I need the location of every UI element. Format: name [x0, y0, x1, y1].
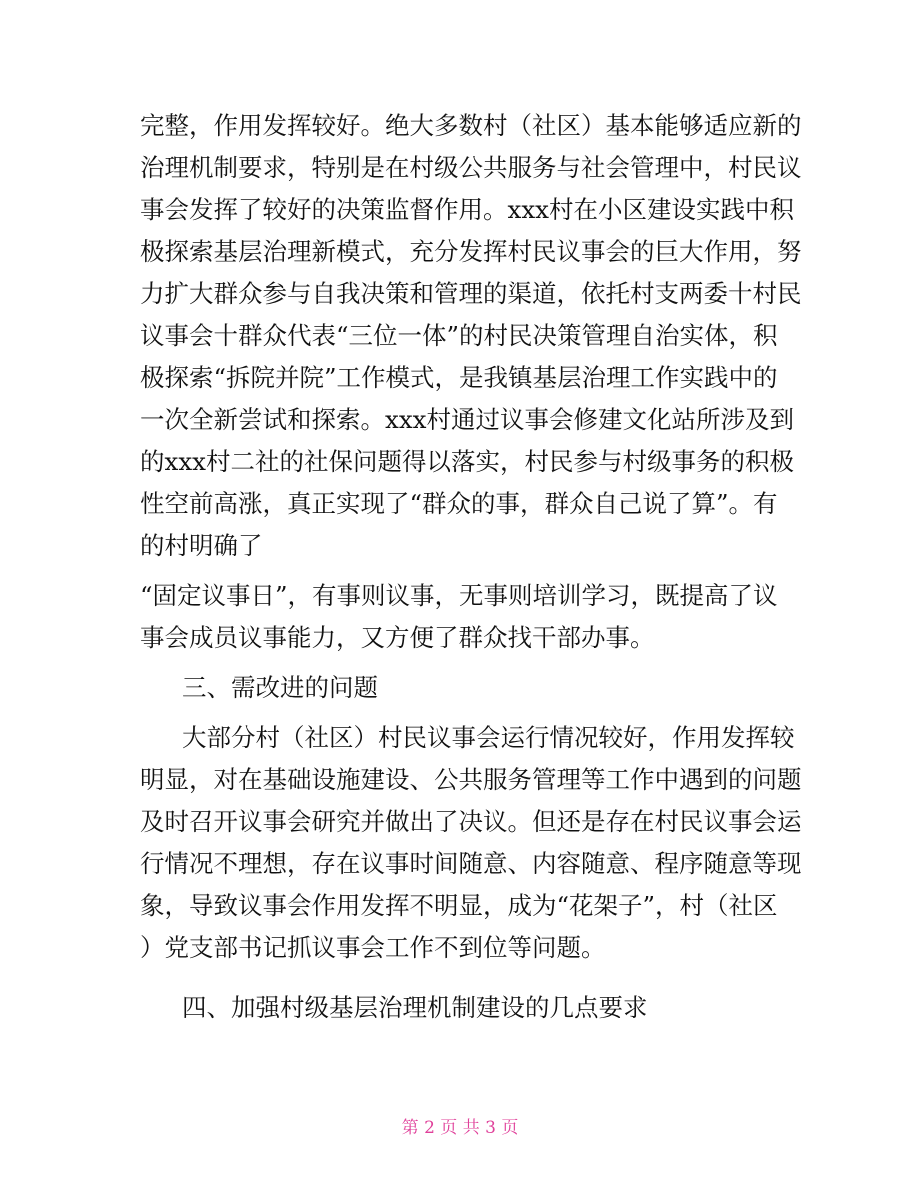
page-number-footer: 第 2 页 共 3 页	[401, 1118, 519, 1138]
body-line: ）党支部书记抓议事会工作不到位等问题。	[140, 933, 606, 962]
body-line: 事会成员议事能力，又方便了群众找干部办事。	[140, 623, 655, 652]
body-line: 极探索基层治理新模式，充分发挥村民议事会的巨大作用，努	[140, 237, 802, 266]
section-heading: 四、加强村级基层治理机制建设的几点要求	[182, 993, 648, 1022]
body-line: 的xxx村二社的社保问题得以落实，村民参与村级事务的积极	[140, 447, 794, 476]
body-line: 明显，对在基础设施建设、公共服务管理等工作中遇到的问题	[140, 765, 802, 794]
body-line: 大部分村（社区）村民议事会运行情况较好，作用发挥较	[182, 723, 795, 752]
body-line: 事会发挥了较好的决策监督作用。xxx村在小区建设实践中积	[140, 195, 794, 224]
body-line: “固定议事日”，有事则议事，无事则培训学习，既提高了议	[140, 581, 778, 610]
body-line: 一次全新尝试和探索。xxx村通过议事会修建文化站所涉及到	[140, 405, 794, 434]
body-line: 及时召开议事会研究并做出了决议。但还是存在村民议事会运	[140, 807, 802, 836]
section-heading: 三、需改进的问题	[182, 673, 378, 702]
body-line: 性空前高涨，真正实现了“群众的事，群众自己说了算”。有	[140, 489, 778, 518]
body-line: 完整，作用发挥较好。绝大多数村（社区）基本能够适应新的	[140, 111, 802, 140]
body-line: 议事会十群众代表“三位一体”的村民决策管理自治实体，积	[140, 321, 778, 350]
body-line: 行情况不理想，存在议事时间随意、内容随意、程序随意等现	[140, 849, 802, 878]
body-line: 治理机制要求，特别是在村级公共服务与社会管理中，村民议	[140, 153, 802, 182]
body-line: 极探索“拆院并院”工作模式，是我镇基层治理工作实践中的	[140, 363, 778, 392]
body-line: 力扩大群众参与自我决策和管理的渠道，依托村支两委十村民	[140, 279, 802, 308]
body-line: 象，导致议事会作用发挥不明显，成为“花架子”，村（社区	[140, 891, 778, 920]
body-line: 的村明确了	[140, 531, 263, 560]
